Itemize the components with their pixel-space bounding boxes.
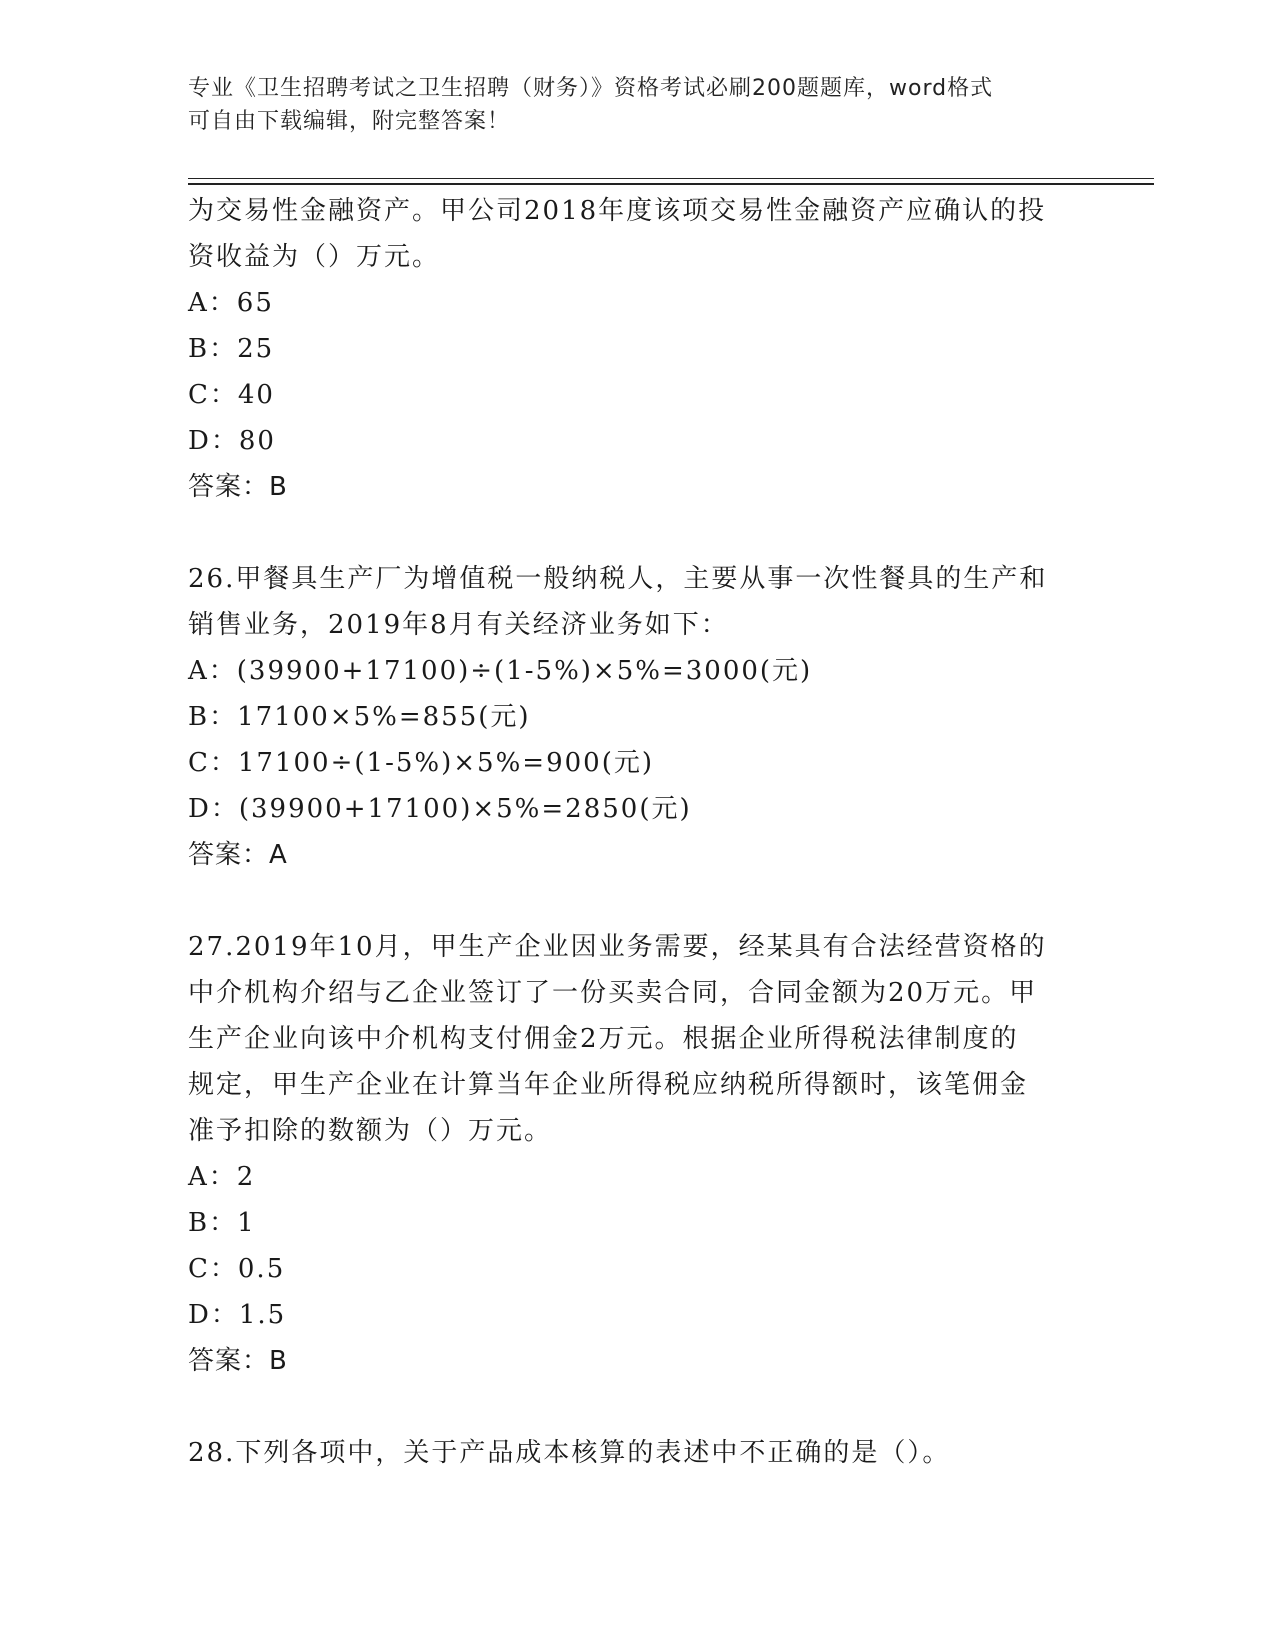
question-text-line: 中介机构介绍与乙企业签订了一份买卖合同，合同金额为20万元。甲 xyxy=(188,978,1038,1008)
option-a: A：(39900+17100)÷(1-5%)×5%=3000(元) xyxy=(188,656,813,686)
option-a: A：65 xyxy=(188,288,274,318)
question-27 xyxy=(188,924,1088,1384)
option-c: C：17100÷(1-5%)×5%=900(元) xyxy=(188,748,654,778)
option-c: C：0.5 xyxy=(188,1254,286,1284)
option-b: B：1 xyxy=(188,1208,256,1238)
option-b: B：25 xyxy=(188,334,275,364)
question-text-line: 生产企业向该中介机构支付佣金2万元。根据企业所得税法律制度的 xyxy=(188,1024,1019,1054)
question-text-line: 28.下列各项中，关于产品成本核算的表述中不正确的是（）。 xyxy=(188,1438,951,1468)
option-c: C：40 xyxy=(188,380,275,410)
option-d: D：(39900+17100)×5%=2850(元) xyxy=(188,794,692,824)
header-rule-thin xyxy=(188,178,1154,179)
question-text-line: 为交易性金融资产。甲公司2018年度该项交易性金融资产应确认的投 xyxy=(188,196,1047,226)
spacer xyxy=(188,510,1088,556)
option-a: A：2 xyxy=(188,1162,256,1192)
option-d: D：1.5 xyxy=(188,1300,287,1330)
option-b: B：17100×5%=855(元) xyxy=(188,702,531,732)
answer: 答案：A xyxy=(188,840,288,870)
question-text-line: 27.2019年10月，甲生产企业因业务需要，经某具有合法经营资格的 xyxy=(188,932,1047,962)
spacer xyxy=(188,1384,1088,1430)
question-text-line: 26.甲餐具生产厂为增值税一般纳税人，主要从事一次性餐具的生产和 xyxy=(188,564,1048,594)
answer: 答案：B xyxy=(188,472,288,502)
question-25 xyxy=(188,188,1088,510)
question-26 xyxy=(188,556,1088,878)
question-text-line: 资收益为（）万元。 xyxy=(188,242,441,272)
page-header xyxy=(188,72,1068,138)
answer: 答案：B xyxy=(188,1346,288,1376)
header-rule-thick xyxy=(188,183,1154,185)
page-content xyxy=(188,188,1088,1476)
question-28 xyxy=(188,1430,1088,1476)
header-line-2: 可自由下载编辑，附完整答案！ xyxy=(188,109,511,134)
question-text-line: 规定，甲生产企业在计算当年企业所得税应纳税所得额时，该笔佣金 xyxy=(188,1070,1029,1100)
spacer xyxy=(188,878,1088,924)
option-d: D：80 xyxy=(188,426,276,456)
header-line-1: 专业《卫生招聘考试之卫生招聘（财务）》资格考试必刷200题题库，word格式 xyxy=(188,76,994,101)
question-text-line: 准予扣除的数额为（）万元。 xyxy=(188,1116,553,1146)
question-text-line: 销售业务，2019年8月有关经济业务如下： xyxy=(188,610,729,640)
